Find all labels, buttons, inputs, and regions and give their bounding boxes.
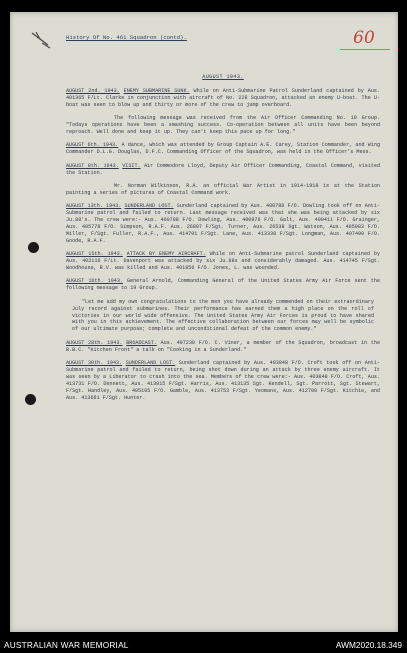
entry-text: Sunderland captained by Aus. 400788 F/O. Dowling took off on Anti-Submarine patrol and failed to return. Last message received was that she was being attacked by six Ju.88's. The crew were:- Aus. 400788 F/O. Dowling, Aus. 400976 F/O. Galt, Aus. 400411 F/O. Grainger, Aus. 405778 F/O. Simpson, R.A.F. Aus. 26897 F/Sgt. Turner, Aus. 26538 Sgt. Watson, Aus. 405083 F/O. Miller, F/Sgt. Fuller, R.A.F., Aus. 414701 F/Sgt. Lane, Aus. 413338 F/Sgt. Longman, Aus. 407499 F/O. Goode, R.A.F. <box>66 203 380 244</box>
entry-text: While on Anti-Submarine patrol Sunderland captained by Aus. 402116 F/Lt. Davenport was attacked by six Ju.88s and considerably damaged. Aus. 414745 F/Sgt. Woodhouse, R.V. was killed and Aus. 401856 F/O. Jones, L. was wounded. <box>66 251 381 272</box>
entry-heading: VISIT. <box>122 162 141 169</box>
entry-heading: SUNDERLAND LOST. <box>125 360 176 367</box>
paper-clip-icon <box>30 30 52 50</box>
entry-heading: BROADCAST. <box>126 339 157 346</box>
archive-footer <box>0 636 407 653</box>
footer-reference: AWM2020.18.349 <box>335 640 402 650</box>
entry <box>66 163 380 177</box>
entry-text: "Let me add my own congratulations to the men you have already commended on their extraordinary July record against submarines. Their performance has earned them a high place on the roll of victories in our world wide offensive. The United States Army Air Forces is proud to have shared with you in this achievement. The effective collaboration between our forces may well be symbolic of our ultimate purpose; complete and unconditional defeat of the common enemy." <box>72 298 374 333</box>
entry <box>66 183 380 197</box>
entry <box>66 142 380 156</box>
entry-date: AUGUST 2nd. 1943. <box>66 87 120 94</box>
entry-text: The following message was received from the Air Officer Commanding No. 19 Group. "Todays operations have been a smashing success. Co-operation between all units have been beyond reproach. Well done and keep it up. They can't keep this pace up for long." <box>66 115 380 135</box>
entry <box>66 360 380 401</box>
entry-quote <box>66 299 380 334</box>
entry <box>66 251 380 272</box>
entry-text: Aus. 407230 F/O. C. Viner, a member of the Squadron, broadcast in the B.B.C. "Kitchen Front" a talk on "Cooking in a Sunderland." <box>66 339 381 353</box>
document-header: History Of No. 461 Squadron (contd). <box>66 34 187 41</box>
entry-date: AUGUST 16th. 1943. <box>66 278 123 285</box>
section-title: AUGUST 1943. <box>202 74 244 80</box>
entry <box>66 340 380 354</box>
entry-text: General Arnold, Commanding General of the United States Army Air Force sent the following message to 19 Group. <box>66 278 381 292</box>
entry-heading: ENEMY SUBMARINE SUNK. <box>123 87 190 94</box>
entry-date: AUGUST 6th. 1943. <box>66 142 119 149</box>
entry <box>66 203 380 244</box>
entry-date: AUGUST 13th. 1943. <box>66 203 122 210</box>
entry <box>66 115 380 136</box>
entry-date: AUGUST 30th. 1943. <box>66 360 123 367</box>
page-number-underline <box>340 49 390 50</box>
entry-date: AUGUST 8th. 1943. <box>66 162 119 169</box>
entry <box>66 278 380 292</box>
document-sheet <box>10 12 398 632</box>
footer-institution: AUSTRALIAN WAR MEMORIAL <box>4 640 129 650</box>
page-number: 60 <box>353 28 375 48</box>
entry-text: Mr. Norman Wilkinson, R.A. an official War Artist in 1914-1918 is at the Station painting a series of pictures of Coastal Command work. <box>66 182 380 196</box>
entry-text: While on Anti-Submarine Patrol Sunderland captained by Aus. 401365 F/Lt. Clarke in conjunction with aircraft of No. 228 Squadron, attacked an enemy U-boat. The U-boat was seen to blow up and thirty or more of the crew to jump overboard. <box>66 87 380 108</box>
entry-heading: ATTACK BY ENEMY AIRCRAFT. <box>126 251 206 258</box>
entry <box>66 88 380 109</box>
entry-date: AUGUST 15th. 1943. <box>66 251 123 258</box>
punch-hole <box>25 394 36 405</box>
document-body <box>66 74 380 408</box>
entry-text: Sunderland captained by Aus. 403848 F/O. Croft took off on Anti-Submarine patrol and failed to return, being shot down during an attack by three enemy aircraft. It was seen by a Liberator to crash into the sea. Members of the crew were:- Aus. 403848 F/O. Croft, Aus. 413731 F/O. Dennett, Aus. 413915 F/Sgt. Harris, Aus. 413135 Sgt. Kendell, Sgt. Parrott, Sgt. Stewart, F/Sgt. Handley, Aus. 405105 F/O. Gamble, Aus. 413753 F/Sgt. Yeomans, Aus. 412700 F/Sgt. Kitchie, and Aus. 413661 F/Sgt. Hunter. <box>66 360 380 401</box>
entry-heading: SUNDERLAND LOST. <box>124 203 174 210</box>
entry-date: AUGUST 28th. 1943. <box>66 339 123 346</box>
entry-text: A dance, which was attended by Group Captain A.E. Carey, Station Commander, and Wing Commander D.L.G. Douglas, D.F.C. Commanding Officer of the Squadron, was held in the Officer's Mess. <box>66 142 380 156</box>
punch-hole <box>28 242 39 253</box>
entry-text: Air Commodore Lloyd, Deputy Air Officer Commanding, Coastal Command, visited the Station. <box>66 162 380 176</box>
